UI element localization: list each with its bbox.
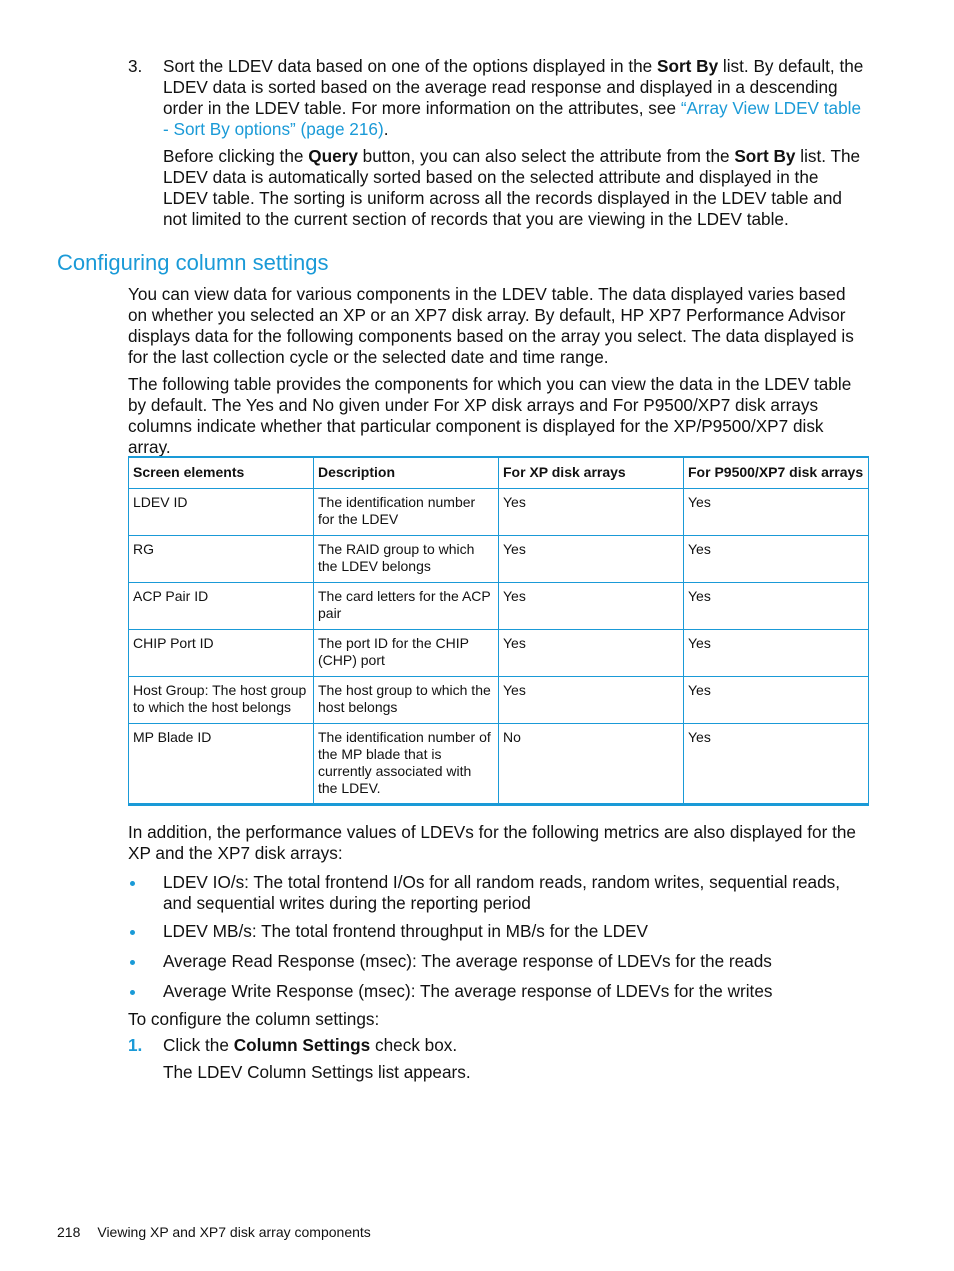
table-cell: Yes (499, 677, 684, 724)
table-row (129, 724, 869, 805)
list-item: LDEV MB/s: The total frontend throughput in MB/s for the LDEV (128, 921, 868, 942)
table-row (129, 583, 869, 630)
table-cell: The card letters for the ACP pair (314, 583, 499, 630)
table-row (129, 536, 869, 583)
table-cell: ACP Pair ID (129, 583, 314, 630)
step-3-paragraph-1: Sort the LDEV data based on one of the options displayed in the Sort By list. By default, the LDEV data is sorted based on the average read response and displayed in a descending order in the LDEV table. For more information on the attributes, see “Array View LDEV table - Sort By options” (page 216). (163, 56, 864, 139)
header-p9500-xp7-disk-arrays: For P9500/XP7 disk arrays (684, 457, 869, 489)
step-1 (128, 1035, 868, 1083)
list-item: Average Read Response (msec): The average response of LDEVs for the reads (128, 951, 868, 972)
bullet-icon (130, 881, 135, 886)
table-row (129, 630, 869, 677)
table-cell: Yes (684, 724, 869, 805)
table-cell: Yes (499, 583, 684, 630)
components-table (128, 456, 869, 806)
query-bold: Query (308, 146, 358, 166)
table-cell: The host group to which the host belongs (314, 677, 499, 724)
table-cell: Yes (499, 489, 684, 536)
sort-by-bold: Sort By (734, 146, 796, 166)
bullet-icon (130, 990, 135, 995)
step-1-result: The LDEV Column Settings list appears. (163, 1062, 471, 1082)
table-row (129, 489, 869, 536)
header-description: Description (314, 457, 499, 489)
footer-section-title: Viewing XP and XP7 disk array components (97, 1224, 371, 1240)
page-footer (57, 1223, 371, 1241)
table-cell: The identification number of the MP blade that is currently associated with the LDEV. (314, 724, 499, 805)
step-3-paragraph-2: Before clicking the Query button, you can also select the attribute from the Sort By list. The LDEV data is automatically sorted based on the selected attribute and displayed in the LDEV table. The sorting is uniform across all the records displayed in the LDEV table and not limited to the current section of records that you are viewing in the LDEV table. (163, 146, 861, 229)
step-1-instruction: Click the Column Settings check box. (163, 1035, 458, 1055)
table-cell: MP Blade ID (129, 724, 314, 805)
step-number: 3. (128, 56, 143, 76)
bullet-icon (130, 930, 135, 935)
table-cell: Yes (684, 489, 869, 536)
header-xp-disk-arrays: For XP disk arrays (499, 457, 684, 489)
table-cell: LDEV ID (129, 489, 314, 536)
step-3 (128, 56, 868, 230)
table-cell: The port ID for the CHIP (CHP) port (314, 630, 499, 677)
bullet-icon (130, 960, 135, 965)
table-cell: No (499, 724, 684, 805)
intro-paragraph-1: You can view data for various components in the LDEV table. The data displayed varies based on whether you selected an XP or an XP7 disk array. By default, HP XP7 Performance Advisor displays data for the following components based on the array you select. The data displayed is for the last collection cycle or the selected date and time range. (128, 284, 854, 367)
table-header-row (129, 457, 869, 489)
addition-paragraph: In addition, the performance values of LDEVs for the following metrics are also displayed for the XP and the XP7 disk arrays: (128, 822, 856, 863)
column-settings-bold: Column Settings (233, 1035, 371, 1055)
table-cell: CHIP Port ID (129, 630, 314, 677)
table-cell: Yes (684, 677, 869, 724)
table-cell: Yes (499, 536, 684, 583)
table-cell: Yes (684, 583, 869, 630)
intro-paragraph-2: The following table provides the components for which you can view the data in the LDEV table by default. The Yes and No given under For XP disk arrays and For P9500/XP7 disk arrays columns indicate whether that particular component is displayed for the XP/P9500/XP7 disk array. (128, 374, 852, 457)
table-cell: Yes (499, 630, 684, 677)
table-cell: The identification number for the LDEV (314, 489, 499, 536)
sort-by-options-link[interactable]: “Array View LDEV table - Sort By options” (page 216) (163, 98, 862, 139)
table-cell: Yes (684, 630, 869, 677)
table-row (129, 677, 869, 724)
sort-by-bold: Sort By (657, 56, 719, 76)
table-cell: The RAID group to which the LDEV belongs (314, 536, 499, 583)
intro-block (128, 284, 868, 458)
table-cell: RG (129, 536, 314, 583)
section-heading: Configuring column settings (57, 250, 329, 275)
table-cell: Host Group: The host group to which the host belongs (129, 677, 314, 724)
configure-intro: To configure the column settings: (128, 1009, 380, 1029)
table-cell: Yes (684, 536, 869, 583)
header-screen-elements: Screen elements (129, 457, 314, 489)
metrics-list (128, 872, 868, 1002)
list-item: Average Write Response (msec): The average response of LDEVs for the writes (128, 981, 868, 1002)
step-number: 1. (128, 1035, 143, 1055)
list-item: LDEV IO/s: The total frontend I/Os for all random reads, random writes, sequential reads, and sequential writes during the reporting period (128, 872, 868, 914)
page-number: 218 (57, 1224, 81, 1240)
